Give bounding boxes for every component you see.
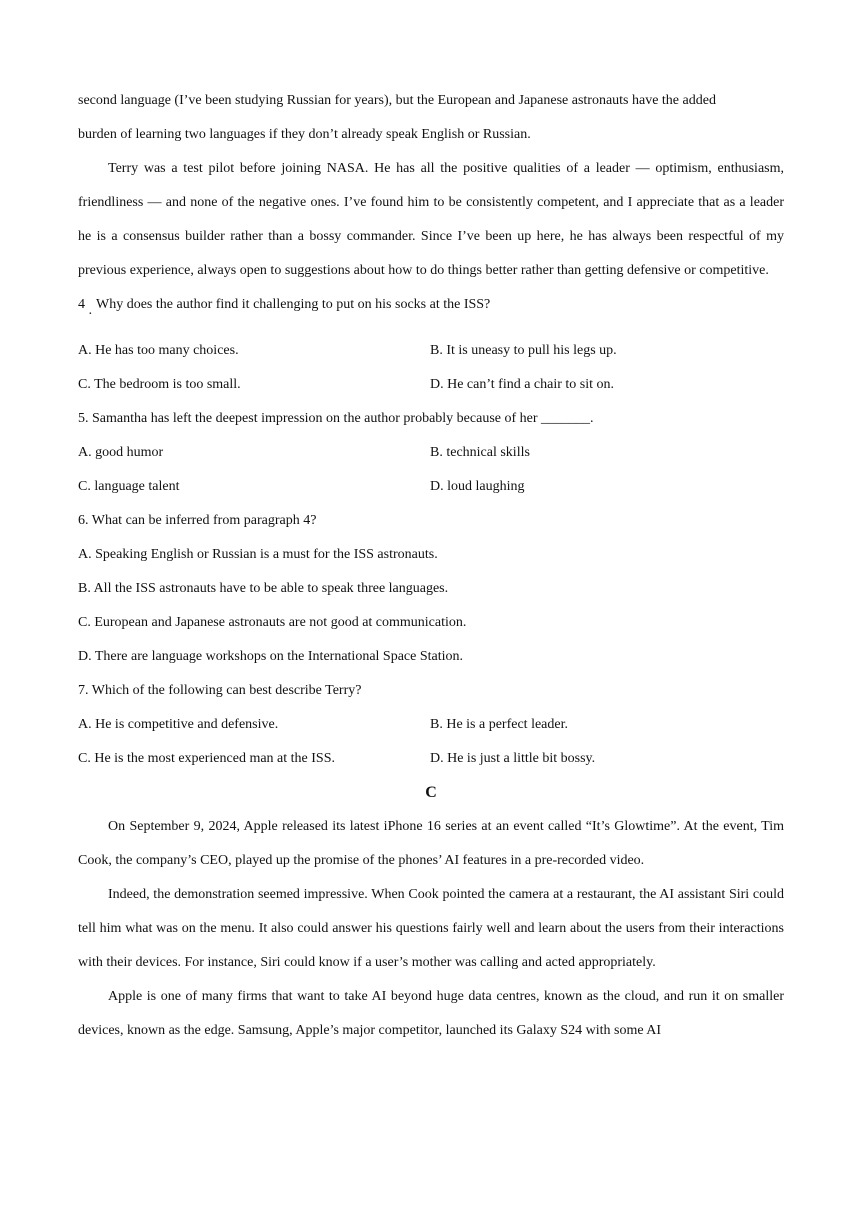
question-4-option-a: A. He has too many choices. (78, 343, 239, 358)
question-4-option-b: B. It is uneasy to pull his legs up. (430, 343, 617, 358)
question-5-option-a: A. good humor (78, 445, 164, 460)
question-4-number: 4 (78, 297, 85, 312)
question-4-stem: Why does the author find it challenging to put on his socks at the ISS? (96, 297, 491, 312)
passage-b-paragraph-4-tail (78, 84, 784, 152)
passage-b-paragraph-4-line-1: second language (I’ve been studying Russian for years), but the European and Japanese astronauts have the added (78, 93, 716, 108)
question-5-option-c: C. language talent (78, 479, 180, 494)
passage-c-paragraph-3: Apple is one of many firms that want to take AI beyond huge data centres, known as the cloud, and run it on smaller devices, known as the edge. Samsung, Apple’s major competitor, launched its Galaxy S24 with some AI (78, 989, 784, 1038)
question-7-stem: 7. Which of the following can best describe Terry? (78, 683, 362, 698)
question-4-number-dot: · (88, 307, 93, 322)
question-5-option-b: B. technical skills (430, 445, 530, 460)
question-4-option-c: C. The bedroom is too small. (78, 377, 241, 392)
question-5-stem: 5. Samantha has left the deepest impression on the author probably because of her _______. (78, 411, 594, 426)
question-6-option-b: B. All the ISS astronauts have to be able to speak three languages. (78, 581, 449, 596)
question-7-option-a: A. He is competitive and defensive. (78, 717, 279, 732)
question-4 (78, 288, 784, 334)
passage-b-paragraph-4-line-2: burden of learning two languages if they don’t already speak English or Russian. (78, 127, 531, 142)
question-4-options-row-2 (78, 368, 784, 402)
question-6-stem: 6. What can be inferred from paragraph 4? (78, 513, 317, 528)
passage-c-paragraph-1: On September 9, 2024, Apple released its latest iPhone 16 series at an event called “It’s Glowtime”. At the event, Tim Cook, the company’s CEO, played up the promise of the phones’ AI features in a pre-recorded video. (78, 819, 784, 868)
question-7-option-c: C. He is the most experienced man at the ISS. (78, 751, 335, 766)
question-7-options-row-2 (78, 742, 784, 776)
question-5-option-d: D. loud laughing (430, 479, 525, 494)
question-4-options-row-1 (78, 334, 784, 368)
question-5-options-row-1 (78, 436, 784, 470)
question-7-option-b: B. He is a perfect leader. (430, 717, 568, 732)
passage-b-paragraph-5: Terry was a test pilot before joining NASA. He has all the positive qualities of a leader — optimism, enthusiasm, friendliness — and none of the negative ones. I’ve found him to be consistently competent, and I appreciate that as a leader he is a consensus builder rather than a bossy commander. Since I’ve been up here, he has always been respectful of my previous experience, always open to suggestions about how to do things better rather than getting defensive or competitive. (78, 161, 784, 278)
question-5-options-row-2 (78, 470, 784, 504)
question-7-options-row-1 (78, 708, 784, 742)
question-4-option-d: D. He can’t find a chair to sit on. (430, 377, 615, 392)
question-6-option-d: D. There are language workshops on the International Space Station. (78, 649, 464, 664)
document-page (78, 84, 784, 1048)
question-6-option-a: A. Speaking English or Russian is a must for the ISS astronauts. (78, 547, 438, 562)
question-6-option-c: C. European and Japanese astronauts are not good at communication. (78, 615, 467, 630)
question-7-option-d: D. He is just a little bit bossy. (430, 751, 596, 766)
passage-c-paragraph-2: Indeed, the demonstration seemed impressive. When Cook pointed the camera at a restaurant, the AI assistant Siri could tell him what was on the menu. It also could answer his questions fairly well and learn about the users from their interactions with their devices. For instance, Siri could know if a user’s mother was calling and acted appropriately. (78, 887, 784, 970)
section-heading-c: C (425, 784, 437, 801)
